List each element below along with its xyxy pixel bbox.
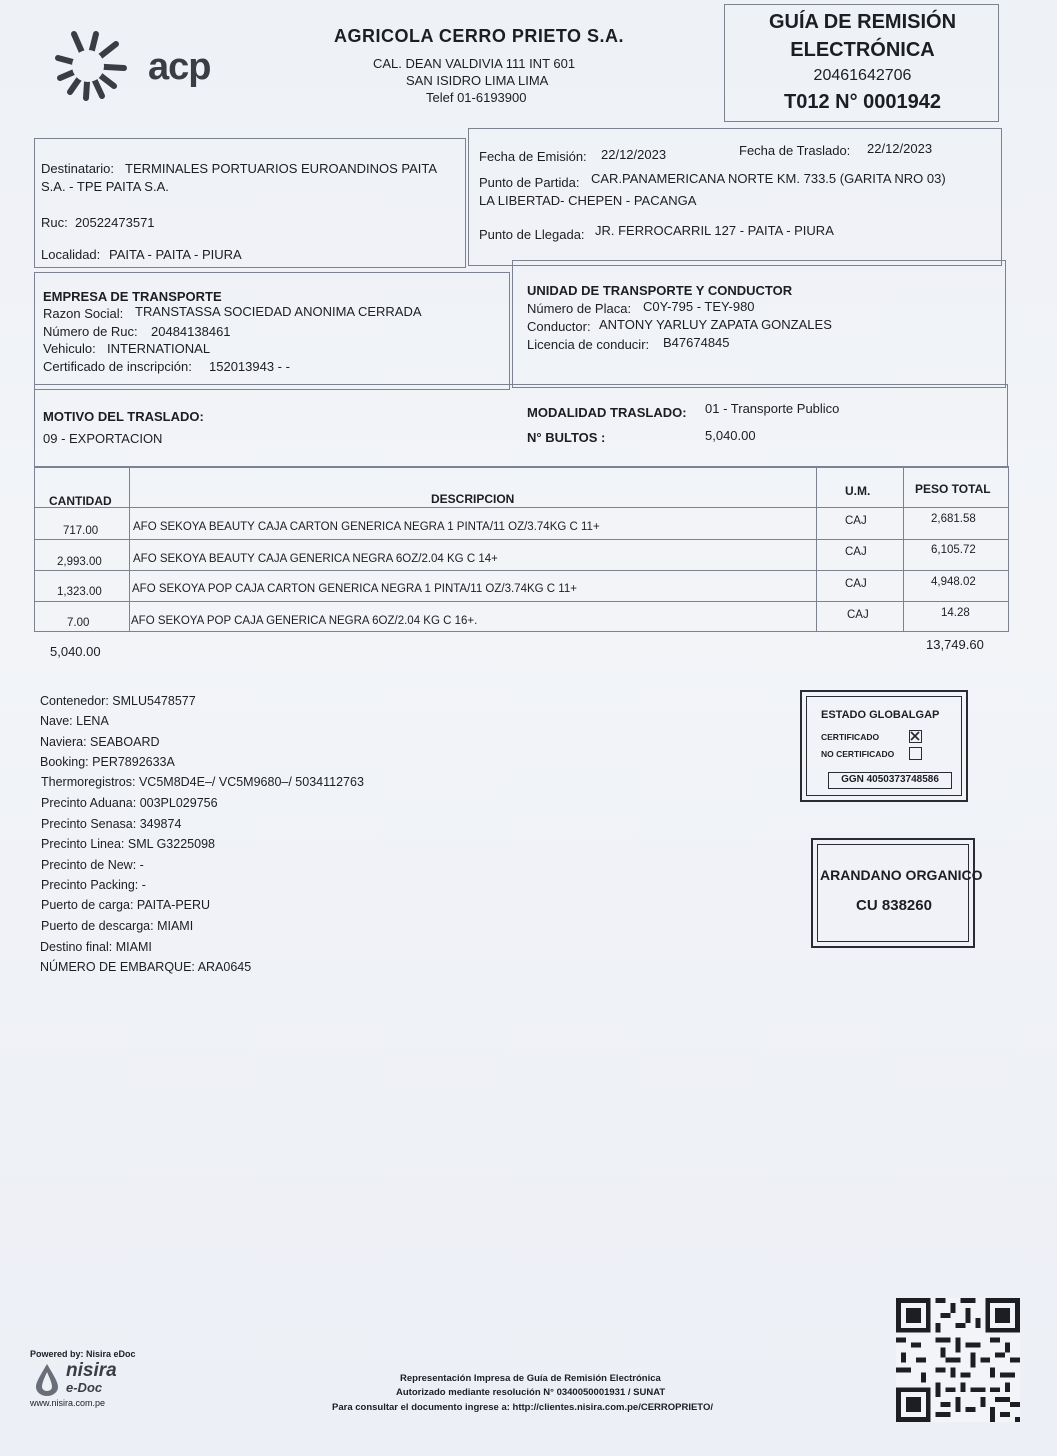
globalgap-title: ESTADO GLOBALGAP xyxy=(821,709,940,721)
table-row-1-descripcion: AFO SEKOYA BEAUTY CAJA CARTON GENERICA NEGRA 1 PINTA/11 OZ/3.74KG C 11+ xyxy=(133,521,600,533)
detail-numero-embarque: NÚMERO DE EMBARQUE: ARA0645 xyxy=(40,960,252,974)
nisira-web: www.nisira.com.pe xyxy=(30,1398,106,1408)
footer-line-2: Autorizado mediante resolución N° 0340050001931 / SUNAT xyxy=(396,1387,666,1398)
table-row-2-descripcion: AFO SEKOYA BEAUTY CAJA GENERICA NEGRA 6OZ/2.04 KG C 14+ xyxy=(133,553,498,565)
table-row-3-um: CAJ xyxy=(845,578,867,590)
recipient-box xyxy=(34,138,466,268)
ggn-number: GGN 4050373748586 xyxy=(828,772,952,789)
llegada-value: JR. FERROCARRIL 127 - PAITA - PIURA xyxy=(595,223,834,238)
table-row-2-peso: 6,105.72 xyxy=(931,544,976,556)
placa-value: C0Y-795 - TEY-980 xyxy=(643,299,755,314)
table-row-1-peso: 2,681.58 xyxy=(931,513,976,525)
shipment-details xyxy=(40,694,560,984)
emision-value: 22/12/2023 xyxy=(601,147,667,162)
traslado-label: Fecha de Traslado: xyxy=(739,143,851,158)
organic-box xyxy=(811,838,983,948)
bultos-label: N° BULTOS : xyxy=(527,430,606,445)
header-cantidad: CANTIDAD xyxy=(49,494,112,508)
guia-title-1: GUÍA DE REMISIÓN xyxy=(768,11,957,33)
table-row-4-cantidad: 7.00 xyxy=(67,617,90,629)
company-phone: Telef 01-6193900 xyxy=(426,90,527,105)
transport-company-box xyxy=(34,272,510,390)
table-row-4-descripcion: AFO SEKOYA POP CAJA GENERICA NEGRA 6OZ/2.04 KG C 16+. xyxy=(131,615,478,627)
detail-contenedor: Contenedor: SMLU5478577 xyxy=(40,694,196,708)
no-certificado-option-label: NO CERTIFICADO xyxy=(821,749,895,759)
dates-box xyxy=(468,128,1002,266)
table-row-3-cantidad: 1,323.00 xyxy=(57,586,102,598)
company-name: AGRICOLA CERRO PRIETO S.A. xyxy=(334,26,625,46)
vehiculo-label: Vehiculo: xyxy=(43,341,96,356)
organic-code: CU 838260 xyxy=(856,897,932,914)
llegada-label: Punto de Llegada: xyxy=(479,227,585,242)
table-row-1-cantidad: 717.00 xyxy=(63,525,99,537)
localidad-value: PAITA - PAITA - PIURA xyxy=(109,247,242,262)
guia-ruc: 20461642706 xyxy=(813,67,912,84)
detail-precinto-new: Precinto de New: - xyxy=(41,858,144,872)
emision-label: Fecha de Emisión: xyxy=(479,149,587,164)
header-um: U.M. xyxy=(845,484,871,498)
destinatario-value-2: S.A. - TPE PAITA S.A. xyxy=(41,179,169,194)
ruc-transport-value: 20484138461 xyxy=(151,324,231,339)
detail-precinto-aduana: Precinto Aduana: 003PL029756 xyxy=(41,796,218,810)
partida-value-2: LA LIBERTAD- CHEPEN - PACANGA xyxy=(479,193,697,208)
detail-precinto-packing: Precinto Packing: - xyxy=(41,878,146,892)
detail-precinto-senasa: Precinto Senasa: 349874 xyxy=(41,817,182,831)
table-row-2-um: CAJ xyxy=(845,546,867,558)
detail-puerto-carga: Puerto de carga: PAITA-PERU xyxy=(41,898,211,912)
guia-number: T012 N° 0001942 xyxy=(783,91,941,113)
bultos-value: 5,040.00 xyxy=(705,428,756,443)
conductor-value: ANTONY YARLUY ZAPATA GONZALES xyxy=(599,317,832,332)
no-certificado-checkbox-icon xyxy=(909,747,922,760)
razon-label: Razon Social: xyxy=(43,306,124,321)
total-cantidad: 5,040.00 xyxy=(50,644,101,659)
detail-puerto-descarga: Puerto de descarga: MIAMI xyxy=(41,919,194,933)
ruc-transport-label: Número de Ruc: xyxy=(43,324,138,339)
certificado-label: Certificado de inscripción: xyxy=(43,359,192,374)
destinatario-value: TERMINALES PORTUARIOS EUROANDINOS PAITA xyxy=(125,161,438,176)
certificado-value: 152013943 - - xyxy=(209,359,290,374)
localidad-label: Localidad: xyxy=(41,247,101,262)
table-row-2-cantidad: 2,993.00 xyxy=(57,556,102,568)
motivo-value: 09 - EXPORTACION xyxy=(43,431,163,446)
globalgap-box xyxy=(800,690,968,802)
ruc-label: Ruc: xyxy=(41,215,68,230)
placa-label: Número de Placa: xyxy=(527,301,632,316)
razon-value: TRANSTASSA SOCIEDAD ANONIMA CERRADA xyxy=(135,304,422,319)
detail-thermoregistros: Thermoregistros: VC5M8D4E–/ VC5M9680–/ 5034112763 xyxy=(41,775,364,789)
transport-unit-heading: UNIDAD DE TRANSPORTE Y CONDUCTOR xyxy=(527,283,793,298)
table-row-4-peso: 14.28 xyxy=(941,607,970,619)
licencia-label: Licencia de conducir: xyxy=(527,337,650,352)
items-table xyxy=(34,466,1009,632)
traslado-value: 22/12/2023 xyxy=(867,141,933,156)
motivo-heading: MOTIVO DEL TRASLADO: xyxy=(43,409,204,424)
company-address-1: CAL. DEAN VALDIVIA 111 INT 601 xyxy=(373,56,576,71)
nisira-logo-icon xyxy=(30,1362,64,1396)
organic-label: ARANDANO ORGANICO xyxy=(820,867,983,883)
company-address-2: SAN ISIDRO LIMA LIMA xyxy=(406,73,549,88)
footer-line-1: Representación Impresa de Guía de Remisión Electrónica xyxy=(400,1373,661,1384)
table-row-3-descripcion: AFO SEKOYA POP CAJA CARTON GENERICA NEGRA 1 PINTA/11 OZ/3.74KG C 11+ xyxy=(132,583,577,595)
certificado-option-label: CERTIFICADO xyxy=(821,732,880,742)
qr-code-icon xyxy=(896,1298,1020,1422)
modalidad-label: MODALIDAD TRASLADO: xyxy=(527,405,687,420)
vehiculo-value: INTERNATIONAL xyxy=(107,341,211,356)
conductor-label: Conductor: xyxy=(527,319,591,334)
partida-value: CAR.PANAMERICANA NORTE KM. 733.5 (GARITA NRO 03) xyxy=(591,171,946,186)
destinatario-label: Destinatario: xyxy=(41,161,114,176)
detail-naviera: Naviera: SEABOARD xyxy=(40,735,160,749)
logo-text: acp xyxy=(148,46,211,88)
powered-by: Powered by: Nisira eDoc xyxy=(30,1349,136,1359)
detail-nave: Nave: LENA xyxy=(40,714,109,728)
detail-booking: Booking: PER7892633A xyxy=(40,755,175,769)
motivo-box xyxy=(34,384,1008,468)
detail-precinto-linea: Precinto Linea: SML G3225098 xyxy=(41,837,215,851)
header-peso: PESO TOTAL xyxy=(915,482,991,496)
transport-unit-box xyxy=(512,260,1006,388)
detail-destino-final: Destino final: MIAMI xyxy=(40,940,152,954)
guia-title-2: ELECTRÓNICA xyxy=(790,39,935,61)
total-peso: 13,749.60 xyxy=(926,637,984,652)
edoc-brand: e-Doc xyxy=(66,1380,103,1395)
certificado-checkbox-icon xyxy=(909,730,922,743)
header-descripcion: DESCRIPCION xyxy=(431,492,515,506)
table-row-1-um: CAJ xyxy=(845,515,867,527)
footer-line-3: Para consultar el documento ingrese a: http://clientes.nisira.com.pe/CERROPRIETO/ xyxy=(332,1402,713,1413)
licencia-value: B47674845 xyxy=(663,335,730,350)
transport-company-heading: EMPRESA DE TRANSPORTE xyxy=(43,289,222,304)
partida-label: Punto de Partida: xyxy=(479,175,580,190)
nisira-brand: nisira xyxy=(66,1360,117,1381)
guia-box xyxy=(724,4,999,122)
table-row-4-um: CAJ xyxy=(847,609,869,621)
table-row-3-peso: 4,948.02 xyxy=(931,576,976,588)
modalidad-value: 01 - Transporte Publico xyxy=(705,401,840,416)
ruc-value: 20522473571 xyxy=(75,215,155,230)
